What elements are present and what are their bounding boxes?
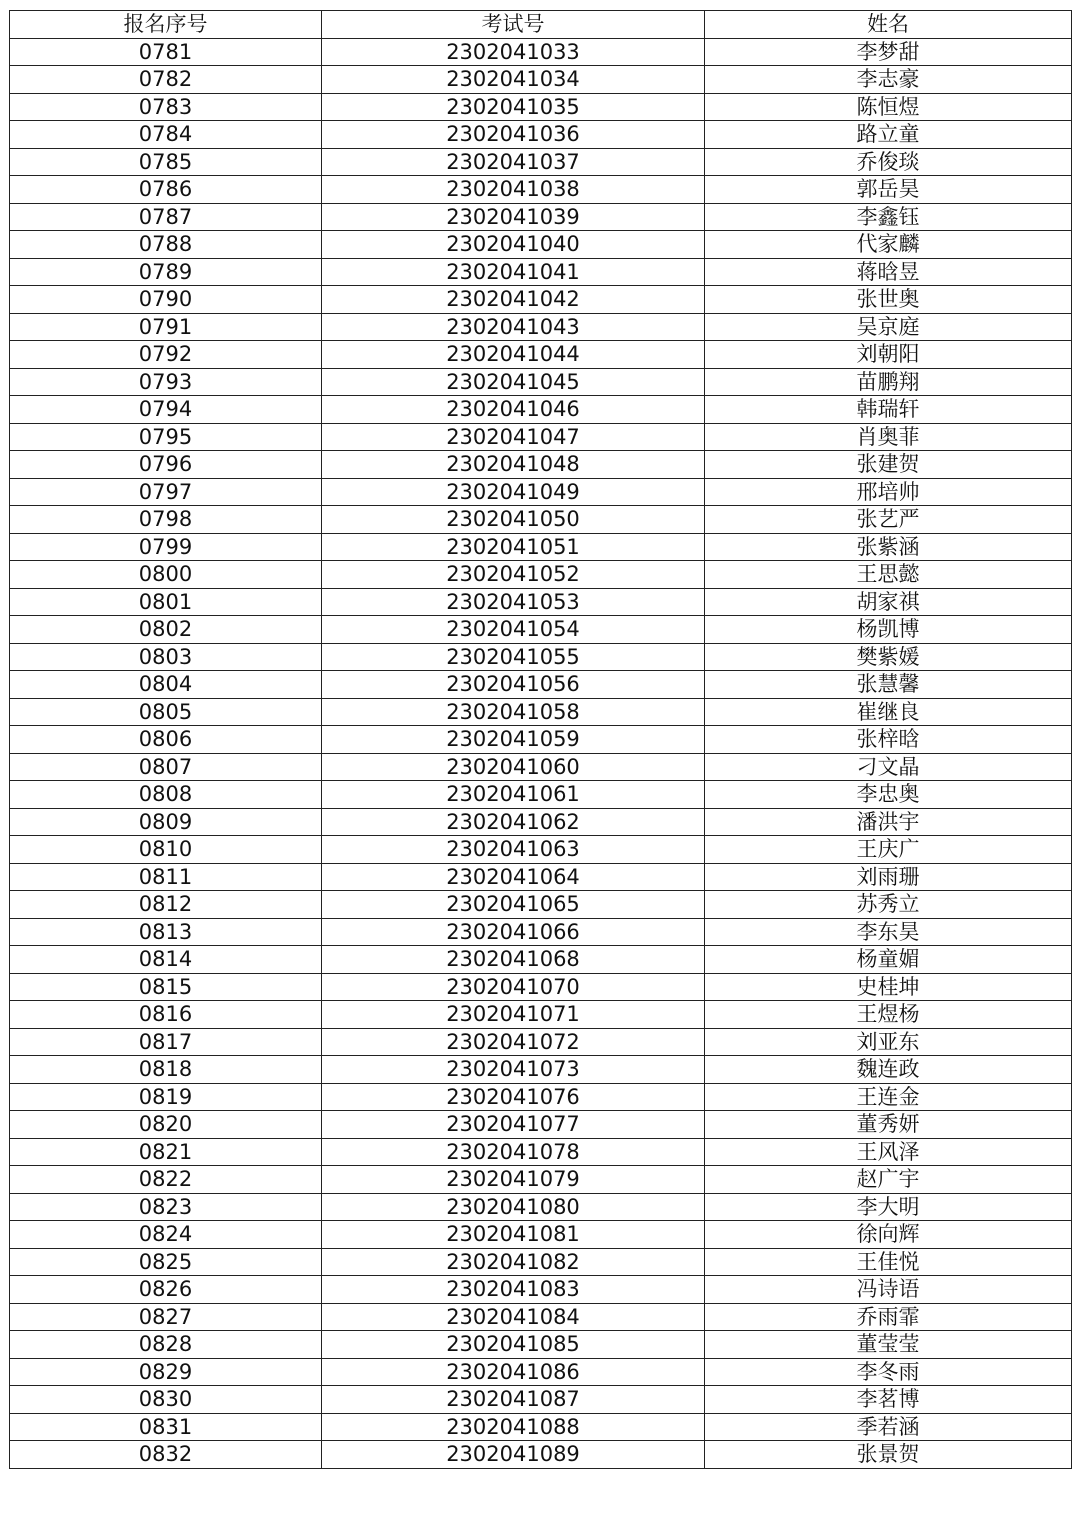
- cell-name: 李鑫钰: [705, 203, 1072, 231]
- cell-registration-number: 0792: [10, 341, 322, 369]
- cell-exam-number: 2302041079: [322, 1166, 705, 1194]
- cell-exam-number: 2302041054: [322, 616, 705, 644]
- cell-registration-number: 0801: [10, 588, 322, 616]
- table-row: [10, 1166, 1072, 1194]
- table-row: [10, 1303, 1072, 1331]
- cell-exam-number: 2302041055: [322, 643, 705, 671]
- cell-registration-number: 0819: [10, 1083, 322, 1111]
- cell-name: 胡家祺: [705, 588, 1072, 616]
- cell-name: 王佳悦: [705, 1248, 1072, 1276]
- cell-exam-number: 2302041044: [322, 341, 705, 369]
- table-row: [10, 396, 1072, 424]
- table-row: [10, 1331, 1072, 1359]
- cell-exam-number: 2302041047: [322, 423, 705, 451]
- cell-exam-number: 2302041050: [322, 506, 705, 534]
- cell-name: 王庆广: [705, 836, 1072, 864]
- header-exam-number: 考试号: [322, 11, 705, 39]
- cell-registration-number: 0806: [10, 726, 322, 754]
- table-row: [10, 1111, 1072, 1139]
- table-row: [10, 561, 1072, 589]
- cell-name: 乔雨霏: [705, 1303, 1072, 1331]
- cell-registration-number: 0790: [10, 286, 322, 314]
- cell-registration-number: 0825: [10, 1248, 322, 1276]
- cell-name: 代家麟: [705, 231, 1072, 259]
- cell-name: 苏秀立: [705, 891, 1072, 919]
- cell-exam-number: 2302041049: [322, 478, 705, 506]
- table-row: [10, 1193, 1072, 1221]
- table-row: [10, 1138, 1072, 1166]
- cell-name: 李梦甜: [705, 38, 1072, 66]
- cell-exam-number: 2302041056: [322, 671, 705, 699]
- cell-name: 张景贺: [705, 1441, 1072, 1469]
- cell-name: 蒋晗昱: [705, 258, 1072, 286]
- cell-registration-number: 0817: [10, 1028, 322, 1056]
- cell-registration-number: 0800: [10, 561, 322, 589]
- cell-exam-number: 2302041040: [322, 231, 705, 259]
- cell-name: 李东昊: [705, 918, 1072, 946]
- cell-exam-number: 2302041066: [322, 918, 705, 946]
- cell-exam-number: 2302041034: [322, 66, 705, 94]
- cell-name: 邢培帅: [705, 478, 1072, 506]
- cell-name: 乔俊琰: [705, 148, 1072, 176]
- table-row: [10, 1413, 1072, 1441]
- cell-exam-number: 2302041083: [322, 1276, 705, 1304]
- cell-registration-number: 0811: [10, 863, 322, 891]
- table-row: [10, 671, 1072, 699]
- cell-exam-number: 2302041042: [322, 286, 705, 314]
- cell-registration-number: 0810: [10, 836, 322, 864]
- cell-registration-number: 0814: [10, 946, 322, 974]
- cell-registration-number: 0824: [10, 1221, 322, 1249]
- cell-exam-number: 2302041062: [322, 808, 705, 836]
- cell-name: 王思懿: [705, 561, 1072, 589]
- header-row: [10, 11, 1072, 39]
- cell-name: 苗鹏翔: [705, 368, 1072, 396]
- cell-name: 刘朝阳: [705, 341, 1072, 369]
- table-row: [10, 451, 1072, 479]
- cell-name: 肖奥菲: [705, 423, 1072, 451]
- cell-registration-number: 0821: [10, 1138, 322, 1166]
- table-row: [10, 781, 1072, 809]
- cell-exam-number: 2302041089: [322, 1441, 705, 1469]
- table-row: [10, 1441, 1072, 1469]
- cell-registration-number: 0793: [10, 368, 322, 396]
- cell-registration-number: 0829: [10, 1358, 322, 1386]
- cell-exam-number: 2302041088: [322, 1413, 705, 1441]
- cell-name: 杨童媚: [705, 946, 1072, 974]
- cell-exam-number: 2302041070: [322, 973, 705, 1001]
- table-row: [10, 1276, 1072, 1304]
- cell-registration-number: 0799: [10, 533, 322, 561]
- table-row: [10, 148, 1072, 176]
- cell-exam-number: 2302041073: [322, 1056, 705, 1084]
- cell-exam-number: 2302041058: [322, 698, 705, 726]
- cell-exam-number: 2302041080: [322, 1193, 705, 1221]
- cell-registration-number: 0832: [10, 1441, 322, 1469]
- table-row: [10, 313, 1072, 341]
- cell-registration-number: 0812: [10, 891, 322, 919]
- cell-registration-number: 0803: [10, 643, 322, 671]
- table-row: [10, 1358, 1072, 1386]
- table-row: [10, 423, 1072, 451]
- cell-exam-number: 2302041077: [322, 1111, 705, 1139]
- table-row: [10, 616, 1072, 644]
- cell-name: 魏连政: [705, 1056, 1072, 1084]
- table-row: [10, 231, 1072, 259]
- table-row: [10, 286, 1072, 314]
- table-row: [10, 176, 1072, 204]
- table-row: [10, 588, 1072, 616]
- cell-name: 李茗博: [705, 1386, 1072, 1414]
- cell-registration-number: 0795: [10, 423, 322, 451]
- table-row: [10, 643, 1072, 671]
- cell-registration-number: 0807: [10, 753, 322, 781]
- cell-registration-number: 0813: [10, 918, 322, 946]
- cell-exam-number: 2302041071: [322, 1001, 705, 1029]
- cell-name: 李志豪: [705, 66, 1072, 94]
- table-row: [10, 753, 1072, 781]
- roster-table: [9, 10, 1072, 1469]
- cell-exam-number: 2302041048: [322, 451, 705, 479]
- cell-exam-number: 2302041076: [322, 1083, 705, 1111]
- cell-exam-number: 2302041043: [322, 313, 705, 341]
- table-row: [10, 93, 1072, 121]
- cell-name: 樊紫媛: [705, 643, 1072, 671]
- cell-registration-number: 0827: [10, 1303, 322, 1331]
- cell-registration-number: 0787: [10, 203, 322, 231]
- cell-exam-number: 2302041068: [322, 946, 705, 974]
- cell-exam-number: 2302041072: [322, 1028, 705, 1056]
- table-row: [10, 698, 1072, 726]
- cell-exam-number: 2302041061: [322, 781, 705, 809]
- table-row: [10, 973, 1072, 1001]
- cell-registration-number: 0815: [10, 973, 322, 1001]
- cell-exam-number: 2302041052: [322, 561, 705, 589]
- cell-name: 张慧馨: [705, 671, 1072, 699]
- table-row: [10, 1001, 1072, 1029]
- cell-registration-number: 0818: [10, 1056, 322, 1084]
- table-body: [10, 38, 1072, 1468]
- table-row: [10, 506, 1072, 534]
- table-row: [10, 836, 1072, 864]
- cell-exam-number: 2302041064: [322, 863, 705, 891]
- cell-name: 刁文晶: [705, 753, 1072, 781]
- cell-registration-number: 0830: [10, 1386, 322, 1414]
- table-row: [10, 1056, 1072, 1084]
- table-row: [10, 533, 1072, 561]
- cell-name: 张梓晗: [705, 726, 1072, 754]
- table-row: [10, 1221, 1072, 1249]
- cell-exam-number: 2302041041: [322, 258, 705, 286]
- table-row: [10, 946, 1072, 974]
- cell-exam-number: 2302041045: [322, 368, 705, 396]
- cell-exam-number: 2302041033: [322, 38, 705, 66]
- cell-name: 刘亚东: [705, 1028, 1072, 1056]
- table-row: [10, 203, 1072, 231]
- cell-name: 王风泽: [705, 1138, 1072, 1166]
- cell-exam-number: 2302041053: [322, 588, 705, 616]
- table-row: [10, 891, 1072, 919]
- table-header: [10, 11, 1072, 39]
- table-row: [10, 808, 1072, 836]
- cell-name: 李大明: [705, 1193, 1072, 1221]
- cell-registration-number: 0808: [10, 781, 322, 809]
- cell-exam-number: 2302041085: [322, 1331, 705, 1359]
- cell-name: 吴京庭: [705, 313, 1072, 341]
- table-row: [10, 368, 1072, 396]
- cell-name: 陈恒煜: [705, 93, 1072, 121]
- cell-registration-number: 0782: [10, 66, 322, 94]
- cell-exam-number: 2302041059: [322, 726, 705, 754]
- cell-exam-number: 2302041065: [322, 891, 705, 919]
- table-row: [10, 1248, 1072, 1276]
- table-row: [10, 863, 1072, 891]
- cell-registration-number: 0822: [10, 1166, 322, 1194]
- table-row: [10, 38, 1072, 66]
- table-row: [10, 341, 1072, 369]
- table-row: [10, 1028, 1072, 1056]
- cell-registration-number: 0786: [10, 176, 322, 204]
- table-row: [10, 726, 1072, 754]
- cell-registration-number: 0802: [10, 616, 322, 644]
- table-row: [10, 1386, 1072, 1414]
- cell-registration-number: 0804: [10, 671, 322, 699]
- cell-exam-number: 2302041060: [322, 753, 705, 781]
- cell-registration-number: 0831: [10, 1413, 322, 1441]
- cell-exam-number: 2302041081: [322, 1221, 705, 1249]
- cell-registration-number: 0823: [10, 1193, 322, 1221]
- table-row: [10, 918, 1072, 946]
- cell-name: 李冬雨: [705, 1358, 1072, 1386]
- cell-exam-number: 2302041051: [322, 533, 705, 561]
- cell-registration-number: 0781: [10, 38, 322, 66]
- cell-name: 季若涵: [705, 1413, 1072, 1441]
- cell-name: 赵广宇: [705, 1166, 1072, 1194]
- cell-registration-number: 0784: [10, 121, 322, 149]
- table-row: [10, 121, 1072, 149]
- cell-name: 刘雨珊: [705, 863, 1072, 891]
- cell-registration-number: 0789: [10, 258, 322, 286]
- table-row: [10, 1083, 1072, 1111]
- cell-name: 潘洪宇: [705, 808, 1072, 836]
- cell-exam-number: 2302041038: [322, 176, 705, 204]
- cell-exam-number: 2302041082: [322, 1248, 705, 1276]
- cell-exam-number: 2302041078: [322, 1138, 705, 1166]
- cell-name: 徐向辉: [705, 1221, 1072, 1249]
- cell-name: 郭岳昊: [705, 176, 1072, 204]
- table-row: [10, 258, 1072, 286]
- cell-name: 张紫涵: [705, 533, 1072, 561]
- cell-exam-number: 2302041063: [322, 836, 705, 864]
- cell-registration-number: 0805: [10, 698, 322, 726]
- cell-registration-number: 0828: [10, 1331, 322, 1359]
- cell-name: 史桂坤: [705, 973, 1072, 1001]
- cell-name: 路立童: [705, 121, 1072, 149]
- cell-name: 王连金: [705, 1083, 1072, 1111]
- cell-exam-number: 2302041086: [322, 1358, 705, 1386]
- cell-name: 张建贺: [705, 451, 1072, 479]
- cell-registration-number: 0826: [10, 1276, 322, 1304]
- cell-registration-number: 0794: [10, 396, 322, 424]
- cell-exam-number: 2302041037: [322, 148, 705, 176]
- cell-name: 杨凯博: [705, 616, 1072, 644]
- cell-exam-number: 2302041084: [322, 1303, 705, 1331]
- cell-registration-number: 0788: [10, 231, 322, 259]
- header-registration-number: 报名序号: [10, 11, 322, 39]
- table-row: [10, 478, 1072, 506]
- cell-exam-number: 2302041036: [322, 121, 705, 149]
- cell-registration-number: 0816: [10, 1001, 322, 1029]
- cell-exam-number: 2302041046: [322, 396, 705, 424]
- cell-registration-number: 0798: [10, 506, 322, 534]
- cell-name: 董秀妍: [705, 1111, 1072, 1139]
- cell-exam-number: 2302041087: [322, 1386, 705, 1414]
- cell-name: 冯诗语: [705, 1276, 1072, 1304]
- cell-name: 韩瑞轩: [705, 396, 1072, 424]
- cell-exam-number: 2302041039: [322, 203, 705, 231]
- cell-name: 王煜杨: [705, 1001, 1072, 1029]
- cell-name: 董莹莹: [705, 1331, 1072, 1359]
- cell-registration-number: 0809: [10, 808, 322, 836]
- cell-name: 李忠奥: [705, 781, 1072, 809]
- cell-registration-number: 0797: [10, 478, 322, 506]
- cell-registration-number: 0785: [10, 148, 322, 176]
- cell-exam-number: 2302041035: [322, 93, 705, 121]
- cell-registration-number: 0783: [10, 93, 322, 121]
- cell-registration-number: 0796: [10, 451, 322, 479]
- table-row: [10, 66, 1072, 94]
- cell-registration-number: 0791: [10, 313, 322, 341]
- cell-registration-number: 0820: [10, 1111, 322, 1139]
- cell-name: 张艺严: [705, 506, 1072, 534]
- cell-name: 崔继良: [705, 698, 1072, 726]
- cell-name: 张世奥: [705, 286, 1072, 314]
- header-name: 姓名: [705, 11, 1072, 39]
